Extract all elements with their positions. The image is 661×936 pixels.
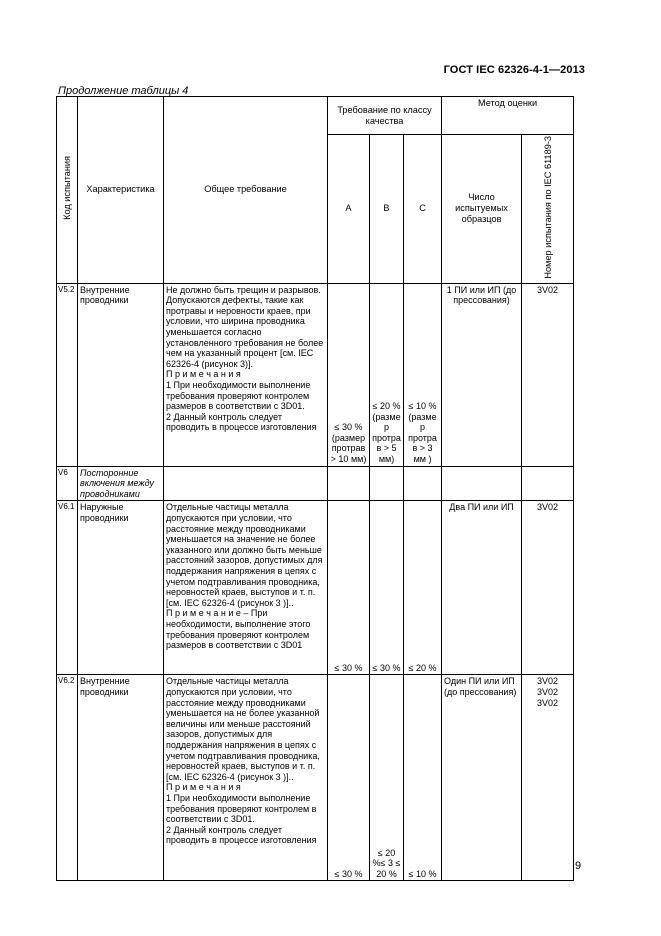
table-row [57, 501, 574, 675]
row-test-number: 3V02 [522, 501, 574, 675]
characteristic-column-header: Характеристика [78, 97, 164, 284]
row-class-b: ≤ 20 % (размер протрав > 5 мм) [370, 283, 404, 466]
row-class-b [370, 466, 404, 501]
row-class-b: ≤ 30 % [370, 501, 404, 675]
row-characteristic: Внутренние проводники [78, 283, 164, 466]
row-class-c: ≤ 10 % [404, 675, 442, 881]
row-code: V6.1 [57, 501, 78, 675]
row-class-c [404, 466, 442, 501]
quality-class-group-header: Требование по классу качества [328, 97, 442, 135]
row-class-b: ≤ 20 %≤ 3 ≤ 20 % [370, 675, 404, 881]
table-row [57, 466, 574, 501]
table-row [57, 675, 574, 881]
class-c-header: C [404, 135, 442, 284]
row-class-a: ≤ 30 % (размер протрав > 10 мм) [328, 283, 370, 466]
evaluation-method-group-header: Метод оценки [442, 97, 574, 135]
test-number-column-header: Номер испытания по IEC 61189-3 [522, 135, 574, 284]
samples-column-header: Число испытуемых образцов [442, 135, 522, 284]
row-test-number: 3V02 [522, 283, 574, 466]
row-class-a [328, 466, 370, 501]
row-code: V6 [57, 466, 78, 501]
row-requirement [164, 466, 328, 501]
general-requirement-column-header: Общее требование [164, 97, 328, 284]
code-column-header: Код испытания [57, 97, 78, 284]
row-requirement: Не должно быть трещин и разрывов. Допускаются дефекты, такие как протравы и неровности краев, при условии, что ширина проводника уменьшается согласно установленного требования не более чем на указанный процент [см. IEC 62326-4 (рисунок 3)]. П р и м е ч а н и я 1 При необходимости выполнение требования проверяют контролем размеров в соответствии с 3D01. 2 Данный контроль следует проводить в процессе изготовления [164, 283, 328, 466]
row-test-number [522, 466, 574, 501]
row-samples: 1 ПИ или ИП (до прессования) [442, 283, 522, 466]
row-class-c: ≤ 10 % (размер протрав > 3 мм ) [404, 283, 442, 466]
page-number: 9 [575, 860, 582, 872]
table-continuation-caption: Продолжение таблицы 4 [58, 85, 189, 97]
table-row [57, 283, 574, 466]
row-samples [442, 466, 522, 501]
requirements-table [56, 96, 574, 881]
standard-header: ГОСТ IEC 62326-4-1—2013 [443, 64, 585, 76]
row-requirement: Отдельные частицы металла допускаются при условии, что расстояние между проводниками уменьшается на значение не более указанного или должно быть меньше расстояний зазоров, допустимых для поддержания напряжения в цепях с учетом подтравливания проводника, неровностей краев, выступов и т. п. [см. IEC 62326-4 (рисунок 3 )].. П р и м е ч а н и е – При необходимости, выполнение этого требования проверяют контролем размеров в соответствии с 3D01 [164, 501, 328, 675]
row-code: V6.2 [57, 675, 78, 881]
row-class-a: ≤ 30 % [328, 501, 370, 675]
row-test-number: 3V02 3V02 3V02 [522, 675, 574, 881]
row-samples: Один ПИ или ИП (до прессования) [442, 675, 522, 881]
row-characteristic: Внутренние проводники [78, 675, 164, 881]
row-class-c: ≤ 20 % [404, 501, 442, 675]
row-requirement: Отдельные частицы металла допускаются при условии, что расстояние между проводниками уменьшается на не более указанной величины или меньше расстояний зазоров, допустимых для поддержания напряжения в цепях с учетом подтравливания проводника, неровностей краев, выступов и т. п. [см. IEC 62326-4 (рисунок 3 )].. П р и м е ч а н и я 1 При необходимости выполнение требования проверяют контролем в соответствии с 3D01. 2 Данный контроль следует проводить в процессе изготовления [164, 675, 328, 881]
row-code: V5.2 [57, 283, 78, 466]
row-characteristic: Посторонние включения между проводниками [78, 466, 164, 501]
row-samples: Два ПИ или ИП [442, 501, 522, 675]
class-b-header: B [370, 135, 404, 284]
row-characteristic: Наружные проводники [78, 501, 164, 675]
row-class-a: ≤ 30 % [328, 675, 370, 881]
class-a-header: A [328, 135, 370, 284]
